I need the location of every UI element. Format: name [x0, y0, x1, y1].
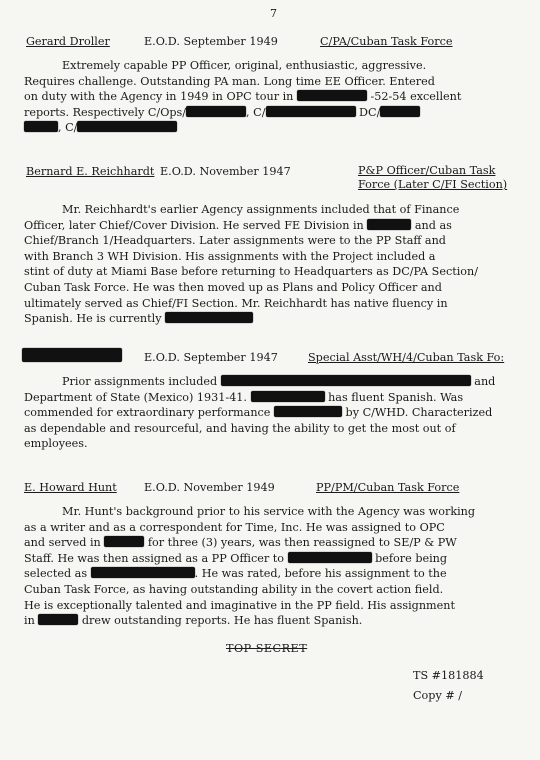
body-text-fragment: Mr. Reichhardt's earlier Agency assignments included that of Finance [62, 203, 460, 216]
body-text-fragment: and as [411, 218, 452, 232]
redaction-bar [186, 106, 246, 117]
body-line [24, 551, 522, 567]
body-line [24, 566, 522, 582]
entry-reichhardt [22, 164, 522, 327]
body-line [24, 405, 522, 421]
body-text-fragment: DC/ [355, 105, 381, 119]
body-line [24, 582, 522, 598]
body-text-fragment: He is exceptionally talented and imaginative in the PP field. His assignment [24, 598, 455, 612]
body-text-fragment: Requires challenge. Outstanding PA man. Long time EE Officer. Entered [24, 74, 435, 88]
body-line [24, 598, 522, 614]
body-text-fragment: Cuban Task Force, as having outstanding ability in the covert action field. [24, 582, 444, 596]
body-text-fragment: has fluent Spanish. Was [324, 390, 464, 404]
page-number: 7 [270, 7, 277, 20]
body-line [24, 264, 522, 280]
body-line [24, 535, 522, 551]
redaction-bar [104, 536, 144, 547]
body-text-fragment: selected as [24, 567, 91, 581]
body-line [24, 613, 522, 629]
body-text-fragment: on duty with the Agency in 1949 in OPC tour in [24, 90, 297, 104]
body-line [24, 249, 522, 265]
entry-body [22, 374, 522, 452]
body-text-fragment: Extremely capable PP Officer, original, enthusiastic, aggressive. [62, 59, 427, 72]
redaction-bar [38, 614, 78, 625]
entry-header [22, 480, 522, 500]
body-line [24, 105, 522, 121]
assignment-title: Special Asst/WH/4/Cuban Task Fo: [308, 351, 505, 364]
entry-header [22, 164, 522, 198]
assignment-title: PP/PM/Cuban Task Force [316, 481, 460, 494]
copy-number: Copy # / [413, 689, 463, 702]
body-text-fragment: Officer, later Chief/Cover Division. He served FE Division in [24, 218, 368, 232]
body-text-fragment: ultimately served as Chief/FI Section. Mr. Reichhardt has native fluency in [24, 296, 448, 310]
entry-droller [22, 34, 522, 136]
eod-date: E.O.D. September 1947 [144, 351, 278, 364]
body-text-fragment: Mr. Hunt's background prior to his service with the Agency was working [62, 505, 476, 518]
eod-date: E.O.D. September 1949 [144, 35, 278, 48]
body-line [24, 120, 522, 136]
body-text-fragment: Staff. He was then assigned as a PP Officer to [24, 551, 288, 565]
officer-name: E. Howard Hunt [24, 481, 117, 494]
body-line [24, 74, 522, 90]
body-line [24, 436, 522, 452]
body-line [24, 296, 522, 312]
body-line [24, 280, 522, 296]
redaction-bar [221, 375, 471, 386]
entry-header [22, 34, 522, 54]
body-text-fragment: for three (3) years, was then reassigned to SE/P & PW [144, 536, 457, 550]
redaction-bar [24, 121, 58, 132]
body-text-fragment: commended for extraordinary performance [24, 406, 274, 420]
entry-body [22, 202, 522, 327]
body-text-fragment: reports. Respectively C/Ops/ [24, 105, 187, 119]
redaction-bar [165, 312, 253, 323]
body-text-fragment: Chief/Branch 1/Headquarters. Later assignments were to the PP Staff and [24, 234, 446, 248]
body-text-fragment: -52-54 excellent [366, 90, 462, 104]
body-line [24, 421, 522, 437]
body-text-fragment: in [24, 614, 39, 628]
entry-header [22, 350, 522, 370]
body-line [24, 89, 522, 105]
redaction-bar [367, 219, 411, 230]
body-line [24, 311, 522, 327]
body-text-fragment: Department of State (Mexico) 1931-41. [24, 390, 251, 404]
body-line [24, 504, 522, 520]
body-text-fragment: , C/ [58, 121, 78, 135]
redaction-bar [297, 90, 367, 101]
eod-date: E.O.D. November 1949 [144, 481, 275, 494]
body-text-fragment: Cuban Task Force. He was then moved up as Plans and Policy Officer and [24, 280, 442, 294]
body-text-fragment: with Branch 3 WH Division. His assignments with the Project included a [24, 249, 436, 263]
officer-name: Gerard Droller [26, 35, 110, 48]
redaction-bar [266, 106, 356, 117]
ts-control-number: TS #181884 [413, 669, 484, 682]
classification-marking: TOP SECRET [226, 642, 308, 655]
body-text-fragment: employees. [24, 437, 88, 451]
body-line [24, 390, 522, 406]
body-line [24, 374, 522, 390]
redaction-bar [251, 391, 325, 402]
body-text-fragment: Prior assignments included [62, 375, 221, 388]
assignment-title: C/PA/Cuban Task Force [320, 35, 453, 48]
body-text-fragment: stint of duty at Miami Base before returning to Headquarters as DC/PA Section/ [24, 265, 479, 279]
redaction-bar [288, 552, 372, 563]
body-text-fragment: and [470, 375, 496, 388]
body-text-fragment: Spanish. He is currently [24, 312, 166, 326]
eod-date: E.O.D. November 1947 [160, 165, 291, 178]
body-line [24, 202, 522, 218]
body-text-fragment: as dependable and resourceful, and having the ability to get the most out of [24, 421, 456, 435]
body-text-fragment: before being [371, 551, 448, 565]
body-text-fragment: by C/WHD. Characterized [341, 406, 493, 420]
entry-redacted [22, 350, 522, 452]
body-text-fragment: and served in [24, 536, 105, 550]
assignment-title: P&P Officer/Cuban Task Force (Later C/FI Section) [358, 164, 508, 191]
entry-hunt [22, 480, 522, 629]
body-line [24, 520, 522, 536]
body-text-fragment: , C/ [246, 105, 266, 119]
body-text-fragment: drew outstanding reports. He has fluent Spanish. [78, 614, 363, 628]
redaction-bar [380, 106, 420, 117]
entry-body [22, 504, 522, 629]
body-text-fragment: . He was rated, before his assignment to the [194, 567, 447, 581]
body-line [24, 58, 522, 74]
body-text-fragment: as a writer and as a correspondent for Time, Inc. He was assigned to OPC [24, 520, 445, 534]
body-line [24, 233, 522, 249]
redaction-bar [91, 567, 195, 578]
redaction-bar [77, 121, 177, 132]
officer-name: Bernard E. Reichhardt [26, 165, 155, 178]
redaction-bar [274, 406, 342, 417]
body-line [24, 218, 522, 234]
entry-body [22, 58, 522, 136]
